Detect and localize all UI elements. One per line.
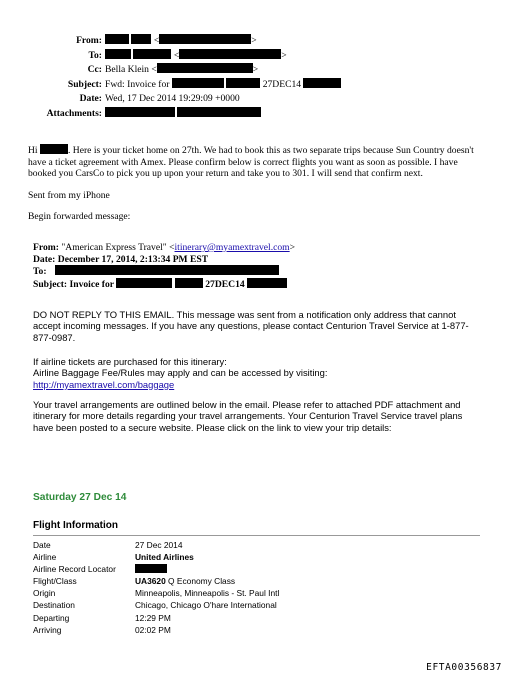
fwd-date-label: Date:: [33, 253, 56, 265]
redaction: [116, 278, 172, 288]
baggage-line-1: If airline tickets are purchased for this itinerary:: [33, 356, 227, 367]
redaction: [247, 278, 287, 288]
baggage-notice: [33, 356, 483, 390]
fwd-from-name: "American Express Travel" <: [61, 242, 175, 253]
cc-value: [105, 63, 258, 78]
row-value: Minneapolis, Minneapolis - St. Paul Intl: [135, 588, 280, 599]
date-value: Wed, 17 Dec 2014 19:29:09 +0000: [105, 93, 240, 105]
flight-class: Q Economy Class: [165, 576, 236, 587]
header-date-row: [0, 92, 512, 107]
redaction: [105, 49, 131, 59]
fwd-from-row: [33, 242, 295, 254]
subject-label: Subject:: [67, 78, 102, 90]
flight-number: UA3620: [135, 576, 166, 587]
subject-prefix: Fwd: Invoice for: [105, 78, 170, 90]
to-lt: <: [173, 49, 180, 61]
row-value: [135, 576, 235, 586]
row-value: 02:02 PM: [135, 624, 171, 635]
attachments-label: Attachments:: [46, 107, 102, 119]
row-value: 27 Dec 2014: [135, 540, 183, 550]
do-not-reply-notice: DO NOT REPLY TO THIS EMAIL. This message was sent from a notification only address that cannot accept incoming messages. If you have any questions, please contact Centurion Travel Service at 1-877-877-0987.: [33, 309, 469, 343]
redaction: [179, 49, 281, 59]
cc-label: Cc:: [87, 64, 102, 76]
fwd-from-email-link[interactable]: itinerary@myamextravel.com: [174, 242, 290, 253]
redaction: [105, 34, 129, 44]
redaction: [175, 278, 203, 288]
message-paragraph: [28, 144, 488, 180]
redaction: [135, 564, 167, 573]
redaction: [105, 107, 175, 117]
redaction: [40, 144, 68, 154]
row-label: Destination: [33, 600, 75, 611]
row-value: Chicago, Chicago O'hare International: [135, 600, 277, 611]
row-label: Flight/Class: [33, 576, 77, 587]
begin-forwarded-line: Begin forwarded message:: [28, 211, 131, 222]
section-divider: [33, 535, 480, 536]
header-to-row: [0, 49, 512, 64]
from-lt: <: [153, 35, 160, 46]
email-header: [0, 34, 512, 122]
redaction: [177, 107, 261, 117]
redaction: [159, 34, 251, 44]
arrangements-notice: Your travel arrangements are outlined below in the email. Please refer to attached PDF attachment and itinerary for more details regarding your travel arrangements. Your Centurion Travel Service travel plans have been posted to a secure website. Please click on the link to view your trip details:: [33, 399, 463, 433]
to-value: [105, 49, 287, 64]
greeting: Hi: [28, 145, 38, 156]
fwd-subject-suffix: 27DEC14: [205, 278, 245, 290]
fwd-date-row: [33, 254, 295, 266]
baggage-line-2: Airline Baggage Fee/Rules may apply and can be accessed by visiting:: [33, 367, 328, 379]
from-label: From:: [76, 35, 102, 46]
fwd-to-row: [33, 265, 295, 278]
subject-suffix: 27DEC14: [262, 78, 302, 90]
fwd-from-label: From:: [33, 242, 59, 253]
to-gt: >: [281, 49, 287, 61]
row-label: Arriving: [33, 624, 62, 635]
to-label: To:: [88, 49, 102, 61]
from-value: [105, 34, 257, 49]
redaction: [303, 78, 341, 88]
header-cc-row: [0, 63, 512, 78]
sent-from-line: Sent from my iPhone: [28, 190, 110, 201]
baggage-link[interactable]: http://myamextravel.com/baggage: [33, 378, 175, 390]
redaction: [172, 78, 224, 88]
fwd-subject-label: Subject:: [33, 278, 68, 290]
header-from-row: [0, 34, 512, 49]
attachments-value: [105, 107, 261, 122]
redaction: [133, 49, 171, 59]
redaction: [55, 265, 279, 275]
header-subject-row: [0, 78, 512, 93]
row-label: Airline Record Locator: [33, 564, 116, 575]
cc-name: Bella Klein <: [105, 64, 157, 76]
row-label: Origin: [33, 588, 56, 599]
fwd-to-label: To:: [33, 266, 47, 278]
row-value: [135, 564, 167, 574]
flight-information-title: Flight Information: [33, 520, 118, 531]
redaction: [157, 63, 253, 73]
day-heading: Saturday 27 Dec 14: [33, 492, 127, 503]
row-label: Airline: [33, 552, 57, 563]
redaction: [131, 34, 151, 44]
cc-gt: >: [252, 64, 259, 76]
document-id: EFTA00356837: [426, 662, 502, 673]
row-label: Date: [33, 540, 51, 550]
redaction: [226, 78, 260, 88]
row-value: 12:29 PM: [135, 612, 171, 623]
fwd-date-value: December 17, 2014, 2:13:34 PM EST: [57, 253, 209, 265]
fwd-subject-row: [33, 278, 295, 291]
header-attachments-row: [0, 107, 512, 122]
subject-value: [105, 78, 341, 93]
fwd-subject-prefix: Invoice for: [69, 278, 115, 290]
date-label: Date:: [79, 93, 102, 105]
message-text: . Here is your ticket home on 27th. We had to book this as two separate trips because Sun Country doesn't have a ticket agreement with Amex. Please confirm below is correct flights you want as soon as possible. I have booked you CarsCo to pick you up upon your return and take you to 301. I will send that confirm next.: [28, 145, 474, 180]
forwarded-header: [33, 242, 295, 290]
row-label: Departing: [33, 612, 70, 623]
fwd-from-close: >: [289, 242, 296, 253]
from-gt: >: [251, 35, 257, 46]
row-value: United Airlines: [135, 552, 194, 563]
